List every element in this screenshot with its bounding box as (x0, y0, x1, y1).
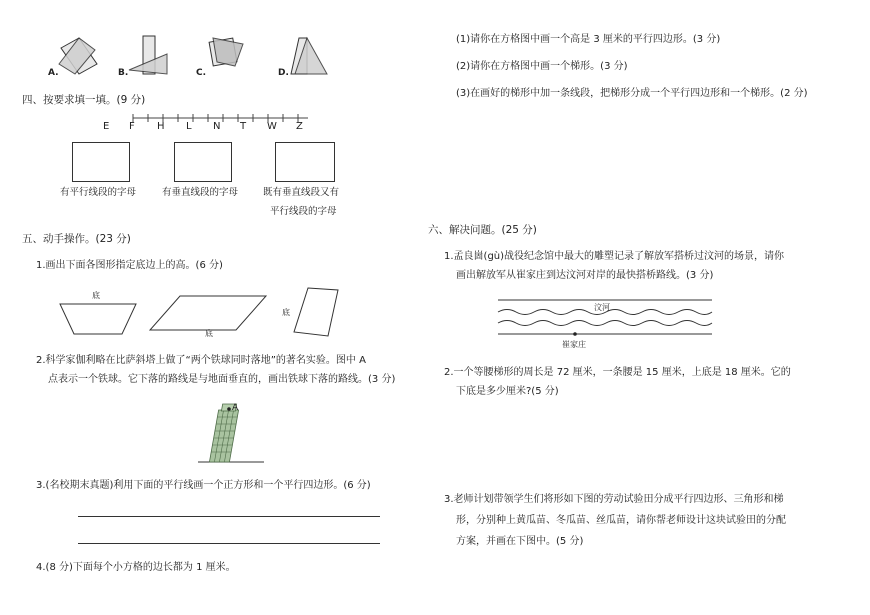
option-c-label: C. (196, 68, 207, 78)
grid-task-1: (1)请你在方格图中画一个高是 3 厘米的平行四边形。(3 分) (456, 34, 721, 45)
grid-task-2: (2)请你在方格图中画一个梯形。(3 分) (456, 61, 628, 72)
option-c-figure (205, 36, 250, 78)
section-6-q1-line1: 1.孟良崮(gù)战役纪念馆中最大的雕塑记录了解放军搭桥过汶河的场景，请你 (444, 251, 785, 262)
option-d-figure (287, 36, 332, 78)
section-5-q2-line2: 点表示一个铁球。它下落的路线是与地面垂直的，画出铁球下落的路线。(3 分) (48, 374, 396, 385)
letter-w: W (267, 121, 277, 132)
box-label-both-line1: 既有垂直线段又有 (263, 187, 340, 198)
trapezoid-figure (58, 302, 138, 338)
letter-z: Z (296, 121, 303, 132)
option-b-figure (127, 36, 172, 78)
letter-l: L (186, 121, 192, 132)
grid-task-3: (3)在画好的梯形中加一条线段，把梯形分成一个平行四边形和一个梯形。(2 分) (456, 88, 808, 99)
perpendicular-letters-box[interactable] (174, 142, 232, 182)
section-6-q3-line1: 3.老师计划带领学生们将形如下图的劳动试验田分成平行四边形、三角形和梯 (444, 494, 784, 505)
river-label: 汶河 (594, 303, 610, 312)
section-5-title: 五、动手操作。(23 分) (22, 233, 131, 245)
section-6-q1-line2: 画出解放军从崔家庄到达汶河对岸的最快搭桥路线。(3 分) (456, 270, 714, 281)
both-letters-box[interactable] (275, 142, 335, 182)
letter-f: F (129, 121, 135, 132)
option-a-figure (55, 36, 100, 78)
section-5-q2-line1: 2.科学家伽利略在比萨斜塔上做了“两个铁球同时落地”的著名实验。图中 A (36, 355, 366, 366)
village-label: 崔家庄 (562, 340, 586, 349)
section-5-q3: 3.(名校期末真题)利用下面的平行线画一个正方形和一个平行四边形。(6 分) (36, 480, 371, 491)
parallel-line-bottom[interactable] (78, 543, 380, 544)
section-6-q2-line2: 下底是多少厘米?(5 分) (456, 386, 559, 397)
quadrilateral-base-label: 底 (282, 308, 290, 317)
option-d-label: D. (278, 68, 289, 78)
parallel-letters-box[interactable] (72, 142, 130, 182)
parallelogram-base-label: 底 (205, 329, 213, 338)
letter-e: E (103, 121, 110, 132)
section-6-q2-line1: 2.一个等腰梯形的周长是 72 厘米，一条腰是 15 厘米，上底是 18 厘米。它的 (444, 367, 791, 378)
point-a-label: A (232, 403, 239, 413)
box-label-both-line2: 平行线段的字母 (270, 206, 337, 217)
box-label-parallel: 有平行线段的字母 (60, 187, 137, 198)
option-b-label: B. (118, 68, 129, 78)
section-6-q3-line2: 形，分别种上黄瓜苗、冬瓜苗、丝瓜苗，请你帮老师设计这块试验田的分配 (456, 515, 786, 526)
letter-t: T (240, 121, 247, 132)
trapezoid-base-label: 底 (92, 291, 100, 300)
section-5-q1: 1.画出下面各图形指定底边上的高。(6 分) (36, 260, 223, 271)
option-a-label: A. (48, 68, 59, 78)
box-label-perpendicular: 有垂直线段的字母 (162, 187, 239, 198)
section-6-q3-line3: 方案，并画在下图中。(5 分) (456, 536, 584, 547)
letter-h: H (157, 121, 165, 132)
parallel-line-top[interactable] (78, 516, 380, 517)
letter-n: N (213, 121, 221, 132)
section-6-title: 六、解决问题。(25 分) (428, 224, 537, 236)
quadrilateral-figure (292, 286, 342, 340)
section-5-q4: 4.(8 分)下面每个小方格的边长都为 1 厘米。 (36, 562, 236, 573)
section-4-title: 四、按要求填一填。(9 分) (22, 94, 146, 106)
